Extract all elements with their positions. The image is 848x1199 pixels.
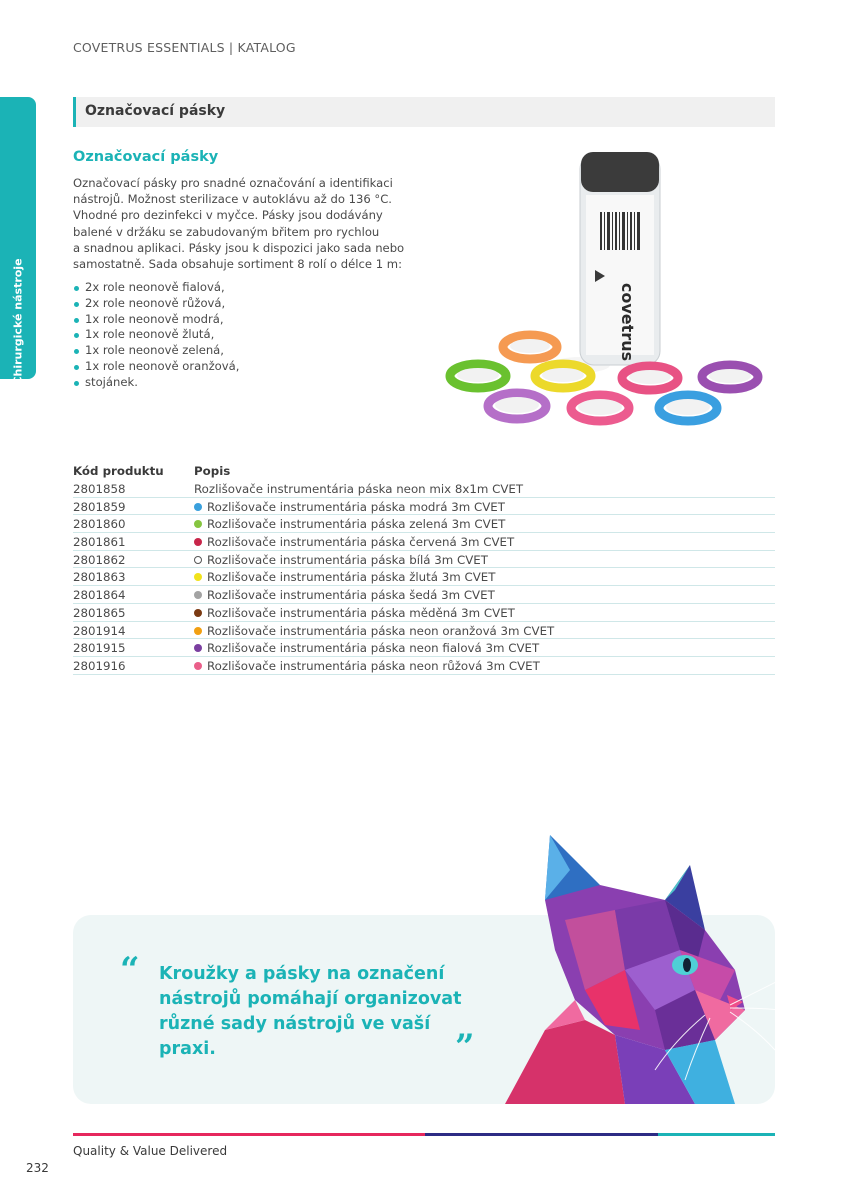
- product-code: 2801915: [73, 641, 126, 656]
- table-row: [73, 480, 775, 498]
- product-code: 2801860: [73, 517, 126, 532]
- row-desc: Rozlišovače instrumentária páska neon oranžová 3m CVET: [207, 623, 555, 638]
- table-row: [73, 568, 775, 586]
- footer-divider: [73, 1133, 775, 1136]
- close-quote-icon: ”: [455, 1027, 475, 1067]
- table-row: [73, 657, 775, 675]
- chapter-label: 15 | Chirurgické nástroje: [11, 258, 25, 412]
- product-code: 2801914: [73, 623, 126, 638]
- table-row: [73, 533, 775, 551]
- list-item-text: 1x role neonově žlutá,: [85, 327, 215, 342]
- product-description-cell: [194, 659, 540, 673]
- table-row: [73, 604, 775, 622]
- table-header: [73, 462, 775, 480]
- catalog-header: COVETRUS ESSENTIALS | KATALOG: [73, 40, 296, 55]
- product-description-cell: [194, 535, 514, 549]
- product-description-cell: [194, 588, 495, 602]
- table-row: [73, 498, 775, 516]
- color-dot-icon: [194, 573, 202, 581]
- description-line: nástrojů. Možnost sterilizace v autoklávu až do 136 °C.: [73, 192, 392, 207]
- footer-segment: [73, 1133, 425, 1136]
- list-item: [73, 327, 239, 343]
- product-description-cell: [194, 570, 495, 584]
- quote-line: Kroužky a pásky na označení: [159, 964, 445, 984]
- color-dot-icon: [194, 556, 202, 564]
- list-item: [73, 343, 239, 359]
- product-code: 2801859: [73, 499, 126, 514]
- product-table: [73, 462, 775, 675]
- product-code: 2801863: [73, 570, 126, 585]
- row-desc: Rozlišovače instrumentária páska bílá 3m CVET: [207, 552, 488, 567]
- product-code: 2801861: [73, 535, 126, 550]
- bullet-icon: [74, 349, 79, 354]
- header-code: Kód produktu: [73, 464, 164, 478]
- color-dot-icon: [194, 591, 202, 599]
- row-desc: Rozlišovače instrumentária páska neon fialová 3m CVET: [207, 641, 540, 656]
- list-item: [73, 296, 239, 312]
- product-description-cell: [194, 517, 505, 531]
- quote-text: [159, 962, 469, 1062]
- bullet-icon: [74, 381, 79, 386]
- bullet-icon: [74, 286, 79, 291]
- description-line: Označovací pásky pro snadné označování a identifikaci: [73, 176, 393, 190]
- footer-tagline: Quality & Value Delivered: [73, 1144, 228, 1158]
- list-item-text: 2x role neonově fialová,: [85, 280, 225, 294]
- product-code: 2801865: [73, 605, 126, 620]
- list-item: [73, 375, 239, 391]
- bullet-icon: [74, 365, 79, 370]
- list-item-text: stojánek.: [85, 374, 138, 389]
- product-description-cell: [194, 624, 554, 638]
- row-desc: Rozlišovače instrumentária páska neon mix 8x1m CVET: [194, 482, 524, 496]
- color-dot-icon: [194, 662, 202, 670]
- description-line: samostatně. Sada obsahuje sortiment 8 rolí o délce 1 m:: [73, 257, 402, 272]
- product-description-cell: [194, 482, 523, 496]
- product-code: 2801916: [73, 658, 126, 673]
- list-item-text: 1x role neonově oranžová,: [85, 358, 240, 373]
- list-item-text: 1x role neonově modrá,: [85, 311, 224, 326]
- color-dot-icon: [194, 609, 202, 617]
- product-code: 2801858: [73, 482, 126, 496]
- row-desc: Rozlišovače instrumentária páska měděná 3m CVET: [207, 605, 515, 620]
- product-code: 2801862: [73, 552, 126, 567]
- section-header-bar: [73, 97, 775, 127]
- bullet-icon: [74, 333, 79, 338]
- table-row: [73, 586, 775, 604]
- product-description: [73, 175, 413, 272]
- bullet-icon: [74, 318, 79, 323]
- footer-segment: [425, 1133, 658, 1136]
- quote-line: nástrojů pomáhají organizovat: [159, 989, 462, 1009]
- page-number: 232: [26, 1161, 49, 1175]
- section-title: Označovací pásky: [85, 103, 226, 119]
- product-title: Označovací pásky: [73, 149, 219, 165]
- row-desc: Rozlišovače instrumentária páska žlutá 3m CVET: [207, 570, 496, 585]
- product-description-cell: [194, 553, 488, 567]
- product-description-cell: [194, 500, 505, 514]
- row-desc: Rozlišovače instrumentária páska modrá 3m CVET: [207, 499, 505, 514]
- description-line: a snadnou aplikaci. Pásky jsou k dispozici jako sada nebo: [73, 240, 405, 255]
- product-photo: [440, 150, 780, 440]
- color-dot-icon: [194, 503, 202, 511]
- table-row: [73, 551, 775, 569]
- chapter-side-tab: [0, 97, 36, 412]
- header-description: Popis: [194, 464, 231, 478]
- color-dot-icon: [194, 627, 202, 635]
- description-line: balené v držáku se zabudovaným břitem pro rychlou: [73, 224, 380, 239]
- table-row: [73, 515, 775, 533]
- cat-illustration: [505, 830, 780, 1104]
- product-code: 2801864: [73, 588, 126, 603]
- description-line: Vhodné pro dezinfekci v myčce. Pásky jsou dodávány: [73, 208, 383, 223]
- row-desc: Rozlišovače instrumentária páska neon růžová 3m CVET: [207, 658, 540, 673]
- quote-line: různé sady nástrojů ve vaší: [159, 1014, 431, 1034]
- row-desc: Rozlišovače instrumentária páska šedá 3m CVET: [207, 588, 495, 603]
- brand-label: covetrus: [618, 282, 637, 362]
- quote-line: praxi.: [159, 1039, 216, 1059]
- color-dot-icon: [194, 644, 202, 652]
- bullet-icon: [74, 302, 79, 307]
- list-item: [73, 312, 239, 328]
- color-dot-icon: [194, 538, 202, 546]
- product-description-cell: [194, 606, 515, 620]
- row-desc: Rozlišovače instrumentária páska zelená 3m CVET: [207, 517, 506, 532]
- contents-list: [73, 280, 239, 391]
- table-row: [73, 639, 775, 657]
- list-item-text: 1x role neonově zelená,: [85, 343, 224, 358]
- open-quote-icon: “: [120, 950, 140, 990]
- color-dot-icon: [194, 520, 202, 528]
- product-description-cell: [194, 641, 539, 655]
- list-item: [73, 359, 239, 375]
- footer-segment: [658, 1133, 775, 1136]
- list-item-text: 2x role neonově růžová,: [85, 295, 226, 310]
- row-desc: Rozlišovače instrumentária páska červená 3m CVET: [207, 535, 515, 550]
- list-item: [73, 280, 239, 296]
- table-row: [73, 622, 775, 640]
